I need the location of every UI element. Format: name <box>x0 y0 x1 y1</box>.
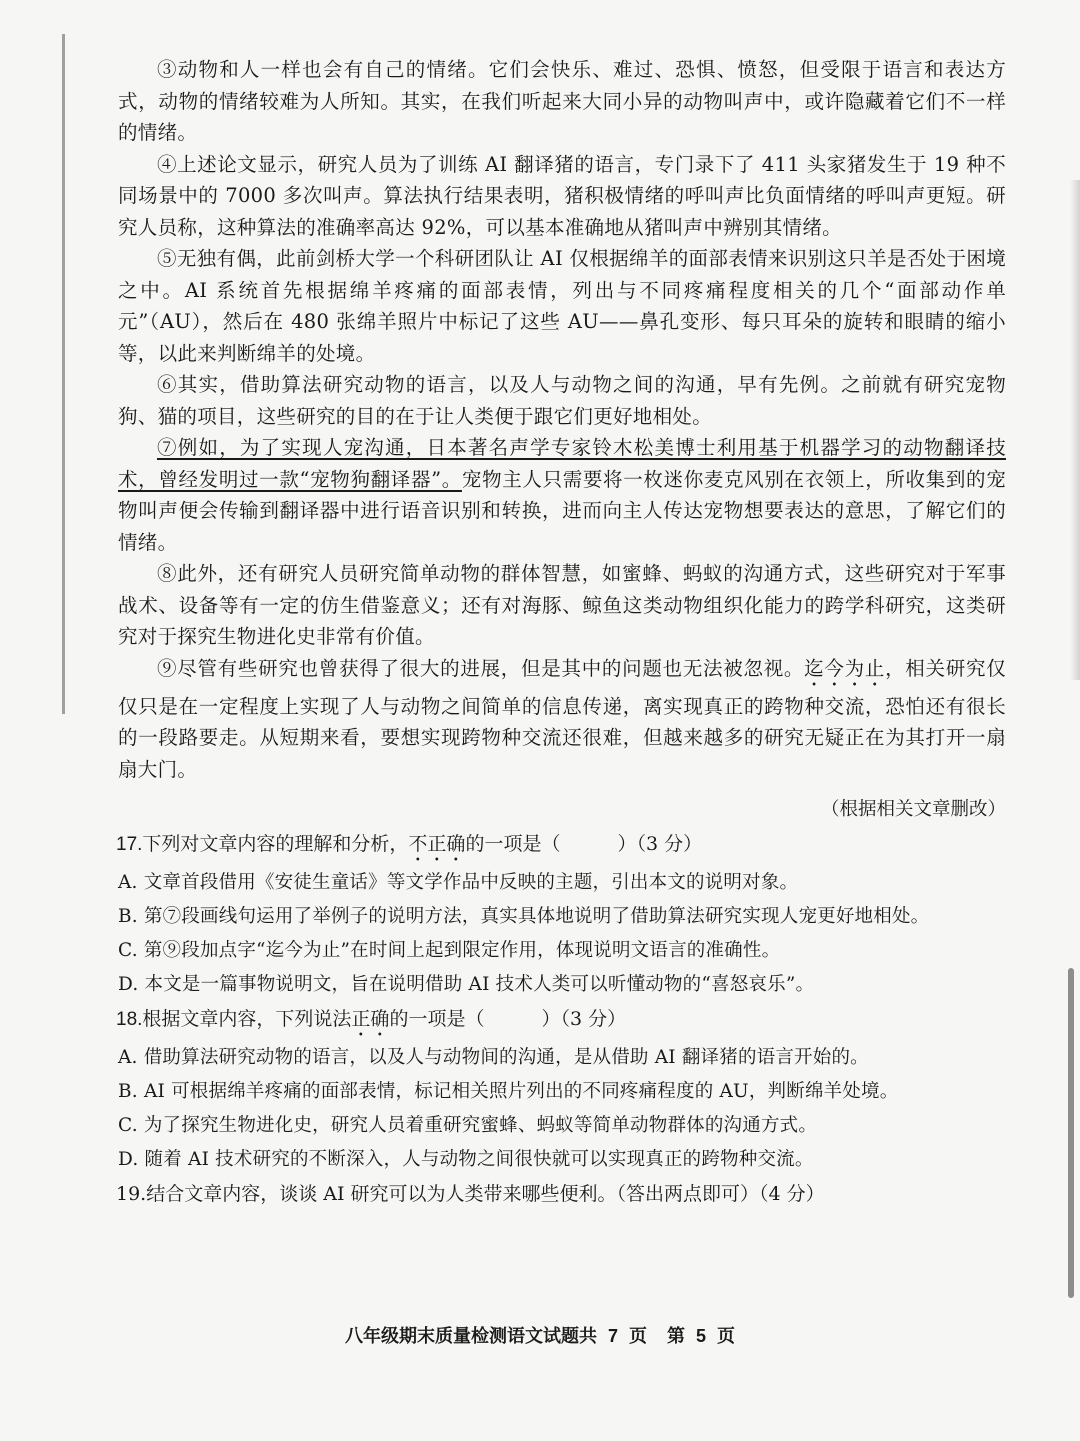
page-edge-shadow <box>1070 180 1080 680</box>
footer-page-number: 第 5 页 <box>667 1326 736 1346</box>
paragraph-8: ⑧此外，还有研究人员研究简单动物的群体智慧，如蜜蜂、蚂蚁的沟通方式，这些研究对于军事战术、设备等有一定的仿生借鉴意义；还有对海豚、鲸鱼这类动物组织化能力的跨学科研究，这类研究对于探究生物进化史非常有价值。 <box>118 562 1006 648</box>
paragraph-9 <box>118 653 1006 786</box>
paragraph-7 <box>118 432 1006 558</box>
question-17-stem: 17.下列对文章内容的理解和分析，不正确的一项是（ ）（3 分） <box>116 833 703 855</box>
paragraph-6: ⑥其实，借助算法研究动物的语言，以及人与动物之间的沟通，早有先例。之前就有研究宠物狗、猫的项目，这些研究的目的在于让人类便于跟它们更好地相处。 <box>118 373 1006 428</box>
dotted-phrase: 迄今为止 <box>804 656 886 680</box>
question-18-dotted: 正确 <box>351 1008 390 1030</box>
question-19-stem: 19.结合文章内容，谈谈 AI 研究可以为人类带来哪些便利。（答出两点即可）（4 分） <box>116 1183 825 1205</box>
source-note: （根据相关文章删改） <box>820 799 1006 820</box>
paragraph-7-rest: 宠物主人只需要将一枚迷你麦克风别在衣领上，所收集到的宠物叫声便会传输到翻译器中进行语音识别和转换，进而向主人传达宠物想要表达的意思，了解它们的情绪。 <box>118 467 1006 554</box>
paragraph-9-part-a: ⑨尽管有些研究也曾获得了很大的进展，但是其中的问题也无法被忽视。 <box>157 656 805 680</box>
question-18-option-d: D. 随着 AI 技术研究的不断深入，人与动物之间很快就可以实现真正的跨物种交流。 <box>118 1149 814 1170</box>
question-18-option-a: A. 借助算法研究动物的语言，以及人与动物间的沟通，是从借助 AI 翻译猪的语言开始的。 <box>118 1047 869 1068</box>
question-18-option-c: C. 为了探究生物进化史，研究人员着重研究蜜蜂、蚂蚁等简单动物群体的沟通方式。 <box>118 1115 818 1136</box>
question-18-stem: 18.根据文章内容，下列说法正确的一项是（ ）（3 分） <box>116 1008 627 1030</box>
question-18-option-b: B. AI 可根据绵羊疼痛的面部表情，标记相关照片列出的不同疼痛程度的 AU，判断绵羊处境。 <box>118 1081 899 1102</box>
binding-line <box>62 34 65 714</box>
question-18 <box>118 1002 1006 1177</box>
question-19 <box>118 1177 1006 1211</box>
question-17-option-c: C. 第⑨段加点字“迄今为止”在时间上起到限定作用，体现说明文语言的准确性。 <box>118 940 781 961</box>
paragraph-4: ④上述论文显示，研究人员为了训练 AI 翻译猪的语言，专门录下了 411 头家猪发生于 19 种不同场景中的 7000 多次叫声。算法执行结果表明，猪积极情绪的呼叫声比负面情绪的呼叫声更短。研究人员称，这种算法的准确率高达 92%，可以基本准确地从猪叫声中辨别其情绪。 <box>118 152 1006 239</box>
paragraph-9-part-b: ，相关研究仅仅只是在一定程度上实现了人与动物之间简单的信息传递，离实现真正的跨物种交流，恐怕还有很长的一段路要走。从短期来看，要想实现跨物种交流还很难，但越来越多的研究无疑正在为其打开一扇扇大门。 <box>118 656 1006 781</box>
question-17-option-d: D. 本文是一篇事物说明文，旨在说明借助 AI 技术人类可以听懂动物的“喜怒哀乐”。 <box>118 974 815 995</box>
underlined-sentence: ⑦例如，为了实现人宠沟通，日本著名声学专家铃木松美博士利用基于机器学习的动物翻译技术，曾经发明过一款“宠物狗翻译器”。 <box>118 436 1006 491</box>
page-footer <box>0 1322 1080 1348</box>
paragraph-3: ③动物和人一样也会有自己的情绪。它们会快乐、难过、恐惧、愤怒，但受限于语言和表达方式，动物的情绪较难为人所知。其实，在我们听起来大同小异的动物叫声中，或许隐藏着它们不一样的情绪。 <box>118 58 1006 144</box>
question-17-option-b: B. 第⑦段画线句运用了举例子的说明方法，真实具体地说明了借助算法研究实现人宠更好地相处。 <box>118 906 930 927</box>
question-17 <box>118 827 1006 1002</box>
question-17-dotted: 不正确 <box>408 833 466 855</box>
scrollbar-thumb[interactable] <box>1068 968 1074 1298</box>
footer-exam-title: 八年级期末质量检测语文试题共 7 页 <box>344 1326 647 1346</box>
paragraph-5: ⑤无独有偶，此前剑桥大学一个科研团队让 AI 仅根据绵羊的面部表情来识别这只羊是否处于困境之中。AI 系统首先根据绵羊疼痛的面部表情，列出与不同疼痛程度相关的几个“面部动作单元”（AU），然后在 480 张绵羊照片中标记了这些 AU——鼻孔变形、每只耳朵的旋转和眼睛的缩小等，以此来判断绵羊的处境。 <box>118 247 1006 365</box>
question-17-option-a: A. 文章首段借用《安徒生童话》等文学作品中反映的主题，引出本文的说明对象。 <box>118 872 799 893</box>
page-content <box>118 54 1006 1211</box>
